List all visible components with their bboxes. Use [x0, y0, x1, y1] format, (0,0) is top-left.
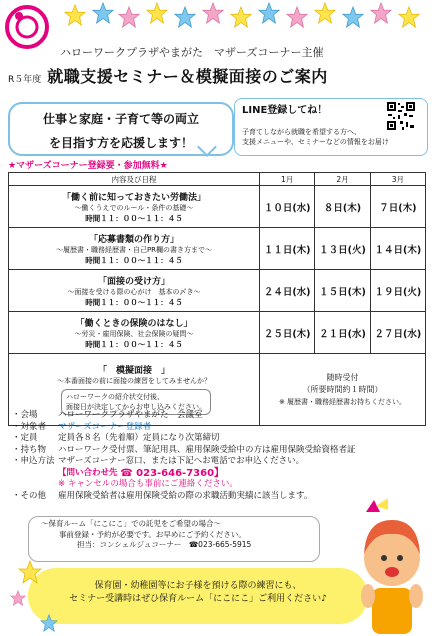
- info-key: ・対象者: [12, 421, 47, 432]
- seminar-cell: [9, 312, 260, 354]
- star-icon: [10, 590, 26, 606]
- contact-label: 【問い合わせ先: [58, 467, 118, 478]
- star-icon: [314, 2, 336, 24]
- date-feb: ２１日(水): [315, 312, 370, 354]
- info-value: ハローワークプラザやまがた 会議室: [58, 410, 203, 420]
- info-value: マザーズコーナー窓口、または下記へお電話でお申込ください。: [58, 456, 305, 466]
- star-icon: [342, 6, 364, 28]
- seminar-time: 時間１１：００～１１：４５: [85, 255, 183, 265]
- banner-line-2: セミナー受講時はぜひ保育ルーム「にこにこ」ご利用ください♪: [69, 594, 327, 604]
- table-header-row: [9, 173, 426, 186]
- line-body-1: 子育てしながら就職を希望する方へ、: [242, 128, 361, 136]
- seminar-subtitle: ～面接を受ける際の心がけ 基本の〆き～: [67, 287, 201, 296]
- bring-resume-note: ※ 履歴書・職務経歴書お持ちください。: [278, 397, 407, 406]
- date-mar: １４日(木): [370, 228, 425, 270]
- star-icon: [174, 6, 196, 28]
- date-jan: ２４日(水): [260, 270, 315, 312]
- table-row: [9, 270, 426, 312]
- line-body-2: 支援メニューや、セミナーなどの情報をお届け: [242, 138, 389, 146]
- qr-code-icon[interactable]: [386, 101, 416, 131]
- date-mar: ２７日(水): [370, 312, 425, 354]
- banner-line-1: 保育園・幼稚園等にお子様を預ける際の練習にも、: [94, 581, 302, 591]
- star-icon: [286, 6, 308, 28]
- seminar-cell: [9, 186, 260, 228]
- seminar-subtitle: ～労災・雇用保険、社会保険の疑問～: [74, 329, 194, 338]
- seminar-title: 「面接の受け方」: [97, 276, 170, 287]
- cancel-row: [12, 479, 356, 491]
- date-jan: ２５日(木): [260, 312, 315, 354]
- star-icon: [398, 6, 420, 28]
- info-key: ・持ち物: [12, 444, 47, 455]
- referral-note-2: 面接日が決定してからお申し込みください。: [66, 402, 206, 411]
- info-value: 定員各８名（先着順）定員になり次第締切: [58, 433, 220, 443]
- childcare-banner: [28, 568, 368, 624]
- childcare-line-3: 担当：コンシェルジュコーナー ☎023-665-5915: [77, 540, 252, 549]
- date-feb: ８日(木): [315, 186, 370, 228]
- mothers-corner-logo-icon: [4, 4, 50, 50]
- contact-row: [12, 468, 356, 480]
- mock-interview-title: 「 模擬面接 」: [97, 365, 170, 376]
- cancel-note: ※ キャンセルの場合も事前にご連絡ください。: [58, 479, 238, 489]
- childcare-line-1: ～保育ルーム「にこにこ」での託児をご希望の場合～: [41, 519, 221, 528]
- fiscal-year: R５年度: [8, 75, 42, 85]
- seminar-subtitle: ～履歴書・職務経歴書・自己PR欄の書き方まで～: [55, 245, 213, 254]
- star-icon: [40, 614, 58, 632]
- star-icon: [258, 2, 280, 24]
- seminar-time: 時間１１：００～１１：４５: [85, 297, 183, 307]
- seminar-cell: [9, 228, 260, 270]
- referral-note-1: ハローワークの紹介状交付後、: [66, 392, 164, 401]
- page-title-row: [8, 64, 328, 87]
- header-feb: 2月: [315, 173, 370, 186]
- date-feb: １５日(木): [315, 270, 370, 312]
- seminar-title: 「働くときの保険のはなし」: [75, 318, 193, 329]
- info-key: ・会場: [12, 410, 38, 420]
- header-jan: 1月: [260, 173, 315, 186]
- info-value: ハローワーク受付票、筆記用具、雇用保険受給中の方は雇用保険受給資格者証: [58, 444, 356, 455]
- table-row: [9, 228, 426, 270]
- date-jan: １１日(木): [260, 228, 315, 270]
- info-row: [12, 491, 356, 503]
- mascot-character-icon: [354, 496, 430, 636]
- header-content: 内容及び日程: [9, 173, 260, 186]
- seminar-cell: [9, 270, 260, 312]
- info-row: [12, 456, 356, 468]
- info-value: マザーズコーナー登録者: [58, 421, 152, 432]
- star-icon: [92, 2, 114, 24]
- seminar-subtitle: ～働くうえでのルール・条件の基礎～: [74, 203, 194, 212]
- date-mar: ７日(木): [370, 186, 425, 228]
- info-value: 雇用保険受給者は雇用保険受給の際の求職活動実績に該当します。: [58, 490, 313, 501]
- seminar-title: 「働く前に知っておきたい労働法」: [61, 192, 206, 203]
- page-title: 就職支援セミナー＆模擬面接のご案内: [47, 67, 328, 86]
- anytime-reception: 随時受付: [326, 372, 359, 382]
- mock-interview-subtitle: ～本番面接の前に面接の練習をしてみませんか？: [57, 376, 211, 385]
- star-icon: [64, 4, 86, 26]
- star-icon: [18, 560, 42, 584]
- date-mar: １９日(火): [370, 270, 425, 312]
- duration-note: （所要時間約１時間）: [302, 384, 383, 394]
- date-feb: １３日(火): [315, 228, 370, 270]
- star-icon: [370, 2, 392, 24]
- line-body: [242, 127, 389, 147]
- info-key: ・定員: [12, 433, 38, 443]
- info-row: [12, 410, 356, 422]
- bubble-line-1: 仕事と家庭・子育て等の両立: [42, 112, 199, 126]
- seminar-title: 「応募書類の作り方」: [88, 234, 179, 245]
- header-mar: 3月: [370, 173, 425, 186]
- info-row: [12, 422, 356, 434]
- contact-phone-link[interactable]: ☎ 023-646-7360】: [120, 467, 225, 479]
- star-icon: [118, 6, 140, 28]
- seminar-time: 時間１１：００～１１：４５: [85, 213, 183, 223]
- info-key: ・その他: [12, 490, 47, 501]
- info-row: [12, 433, 356, 445]
- event-info-list: [12, 410, 356, 502]
- bubble-line-2: を目指す方を応援します！: [48, 136, 193, 150]
- star-icon: [146, 2, 168, 24]
- date-jan: １０日(水): [260, 186, 315, 228]
- childcare-info-box: [28, 516, 320, 562]
- table-row: [9, 312, 426, 354]
- star-icon: [202, 2, 224, 24]
- star-icon: [230, 6, 252, 28]
- seminar-schedule-table: [8, 172, 426, 426]
- line-title: LINE登録してね！: [242, 105, 328, 116]
- info-key: ・申込方法: [12, 456, 55, 466]
- organizer-line: ハローワークプラザやまがた マザーズコーナー主催: [60, 46, 324, 59]
- seminar-time: 時間１１：００～１１：４５: [85, 339, 183, 349]
- table-row: [9, 186, 426, 228]
- section-heading: ★マザーズコーナー登録要・参加無料★: [8, 161, 168, 171]
- info-row: [12, 445, 356, 457]
- childcare-line-2: 事前登録・予約が必要です。お早めにご予約ください。: [59, 529, 246, 539]
